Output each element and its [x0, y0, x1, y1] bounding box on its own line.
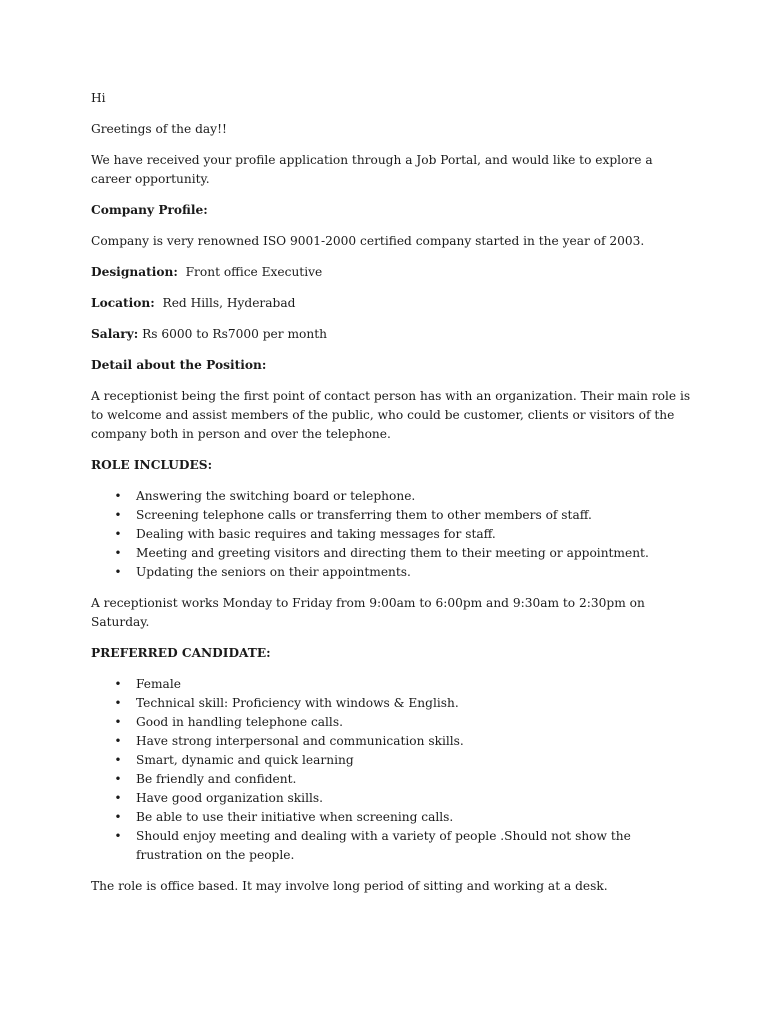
location-value: Red Hills, Hyderabad [162, 296, 296, 310]
greetings-line: Greetings of the day!! [91, 122, 227, 136]
bullet-icon: • [114, 753, 122, 767]
designation-label: Designation: [91, 265, 178, 279]
greeting: Hi [91, 91, 106, 105]
list-item: • Meeting and greeting visitors and directing them to their meeting or appointment. [91, 544, 691, 563]
bullet-icon: • [114, 546, 122, 560]
salary-value: Rs 6000 to Rs7000 per month [142, 327, 327, 341]
position-detail-heading: Detail about the Position: [91, 358, 267, 372]
list-item: • Technical skill: Proficiency with windows & English. [91, 694, 691, 713]
bullet-icon: • [114, 829, 122, 843]
bullet-icon: • [114, 696, 122, 710]
bullet-icon: • [114, 508, 122, 522]
bullet-icon: • [114, 734, 122, 748]
position-detail-text: A receptionist being the first point of contact person has with an organization. Their main role is to welcome and assist members of the public, who could be customer, clients or visitors of the company both in person and over the telephone. [91, 389, 691, 441]
list-item: • Should enjoy meeting and dealing with a variety of people .Should not show the frustration on the people. [114, 829, 631, 862]
designation-field [91, 263, 691, 282]
list-item: • Female [91, 675, 691, 694]
preferred-heading: PREFERRED CANDIDATE: [91, 646, 271, 660]
list-item: • Be friendly and confident. [91, 770, 691, 789]
location-label: Location: [91, 296, 155, 310]
intro-paragraph: We have received your profile application through a Job Portal, and would like to explore a career opportunity. [91, 153, 653, 186]
list-item: • Smart, dynamic and quick learning [91, 751, 691, 770]
list-item: • Answering the switching board or telephone. [91, 487, 691, 506]
list-item: • Good in handling telephone calls. [91, 713, 691, 732]
bullet-icon: • [114, 677, 122, 691]
salary-label: Salary: [91, 327, 139, 341]
bullet-icon: • [114, 810, 122, 824]
list-item: • Screening telephone calls or transferring them to other members of staff. [91, 506, 691, 525]
bullet-icon: • [114, 715, 122, 729]
list-item: • Updating the seniors on their appointments. [91, 563, 691, 582]
schedule-text: A receptionist works Monday to Friday from 9:00am to 6:00pm and 9:30am to 2:30pm on Saturday. [91, 596, 645, 629]
bullet-icon: • [114, 772, 122, 786]
list-item: • Dealing with basic requires and taking messages for staff. [91, 525, 691, 544]
bullet-icon: • [114, 565, 122, 579]
company-profile-heading: Company Profile: [91, 203, 208, 217]
company-profile-text: Company is very renowned ISO 9001-2000 certified company started in the year of 2003. [91, 234, 645, 248]
list-item: • Have good organization skills. [91, 789, 691, 808]
role-heading: ROLE INCLUDES: [91, 458, 213, 472]
preferred-list [91, 675, 691, 865]
bullet-icon: • [114, 791, 122, 805]
list-item: • Be able to use their initiative when screening calls. [91, 808, 691, 827]
bullet-icon: • [114, 489, 122, 503]
role-list [91, 487, 691, 582]
salary-field [91, 325, 691, 344]
closing-text: The role is office based. It may involve long period of sitting and working at a desk. [91, 879, 608, 893]
location-field [91, 294, 691, 313]
list-item: • Have strong interpersonal and communication skills. [91, 732, 691, 751]
document-page [91, 89, 691, 908]
designation-value: Front office Executive [185, 265, 323, 279]
bullet-icon: • [114, 527, 122, 541]
